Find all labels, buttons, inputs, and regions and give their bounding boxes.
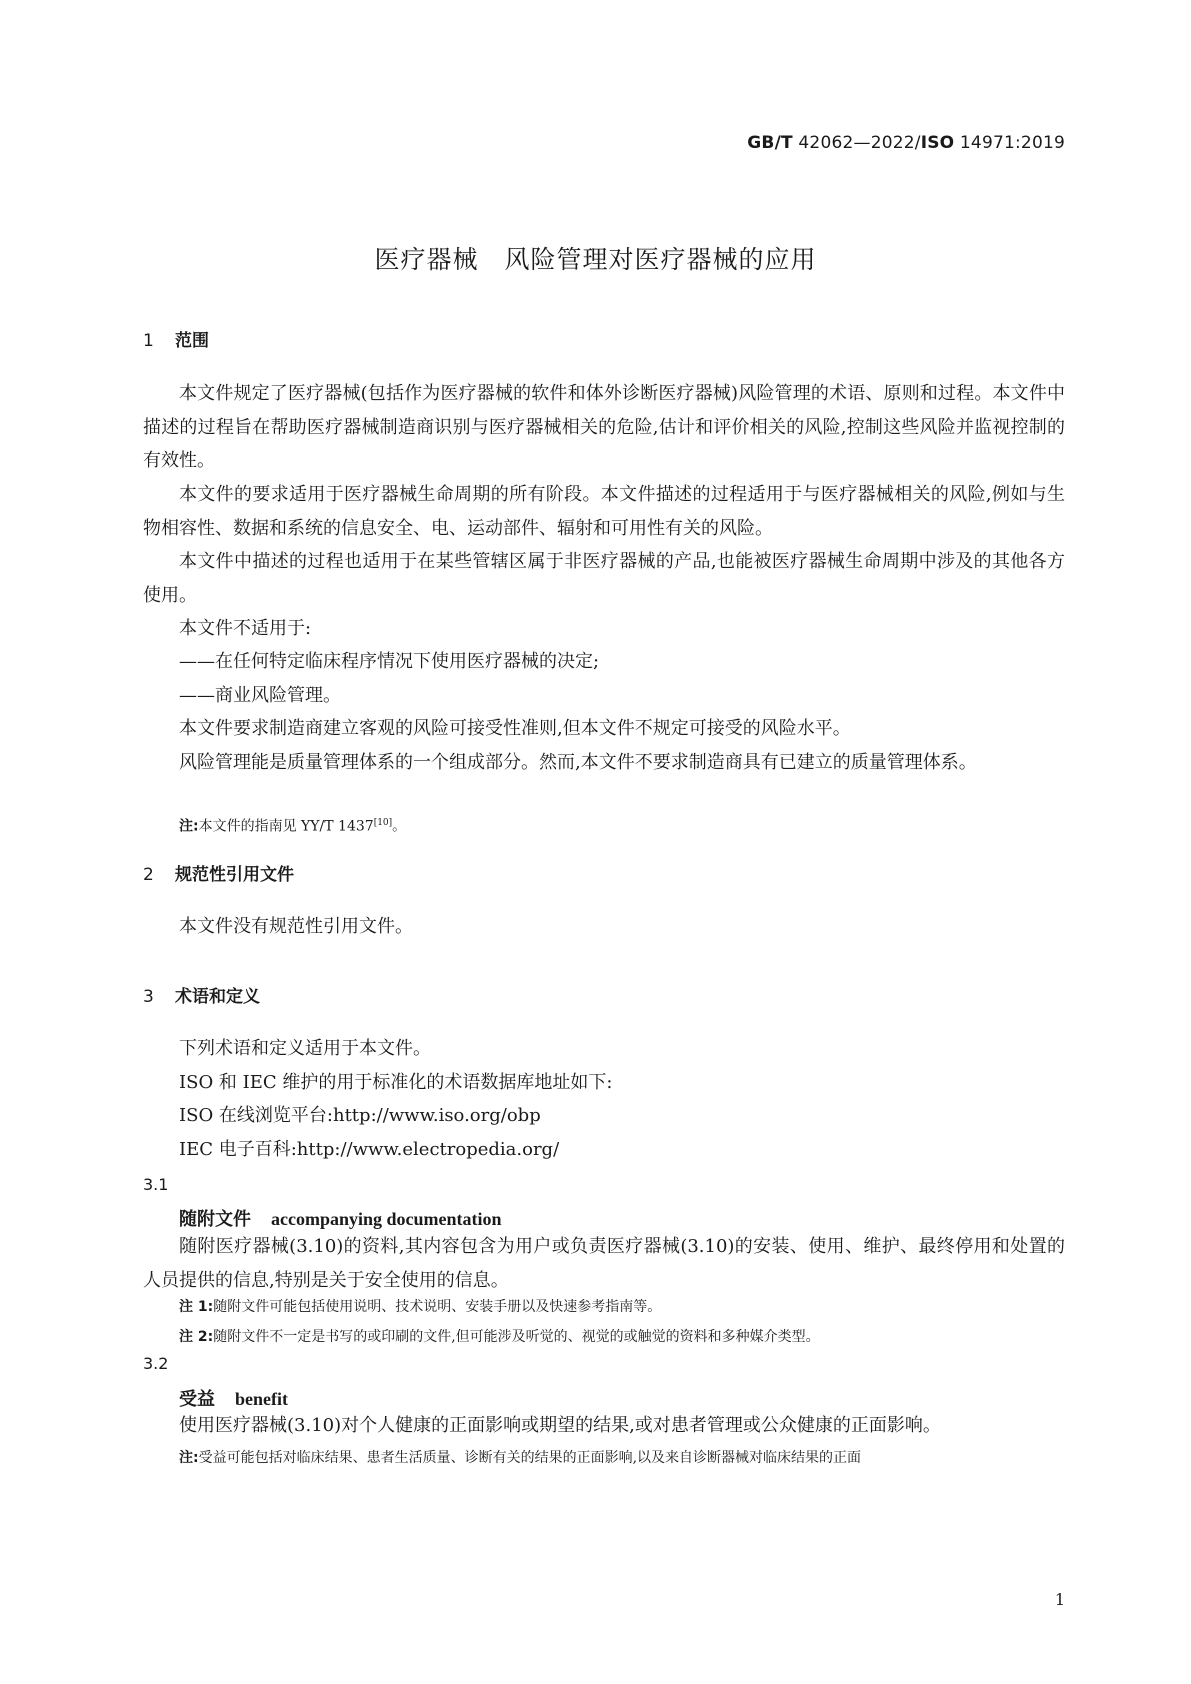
list-item: ——在任何特定临床程序情况下使用医疗器械的决定; [179,651,600,672]
standard-number: GB/T 42062—2022/ISO 14971:2019 [747,133,1065,153]
term-definition: 随附医疗器械(3.10)的资料,其内容包含为用户或负责医疗器械(3.10)的安装、使用、维护、最终停用和处置的人员提供的信息,特别是关于安全使用的信息。 [143,1236,1065,1291]
scope-note: 注:本文件的指南见 YY/T 1437[10]。 [179,818,407,835]
terms-intro-3: ISO 在线浏览平台:http://www.iso.org/obp [179,1105,541,1126]
terms-intro-1: 下列术语和定义适用于本文件。 [179,1038,431,1059]
clause-number: 3.2 [143,1354,169,1373]
section-heading-terms: 3 术语和定义 [143,987,260,1007]
scope-paragraph-3: 本文件中描述的过程也适用于在某些管辖区属于非医疗器械的产品,也能被医疗器械生命周期中涉及的其他各方使用。 [143,551,1065,606]
term-note: 注:受益可能包括对临床结果、患者生活质量、诊断有关的结果的正面影响,以及来自诊断器械对临床结果的正面 [179,1450,862,1466]
section-heading-normative-references: 2 规范性引用文件 [143,865,294,885]
scope-paragraph-5: 本文件要求制造商建立客观的风险可接受性准则,但本文件不规定可接受的风险水平。 [179,718,851,739]
clause-number: 3.1 [143,1175,169,1194]
term-heading: 受益 benefit [179,1389,288,1410]
scope-paragraph-2: 本文件的要求适用于医疗器械生命周期的所有阶段。本文件描述的过程适用于与医疗器械相关的风险,例如与生物相容性、数据和系统的信息安全、电、运动部件、辐射和可用性有关的风险。 [143,484,1065,539]
scope-paragraph-1: 本文件规定了医疗器械(包括作为医疗器械的软件和体外诊断医疗器械)风险管理的术语、原则和过程。本文件中描述的过程旨在帮助医疗器械制造商识别与医疗器械相关的危险,估计和评价相关的风险,控制这些风险并监视控制的有效性。 [143,383,1065,471]
scope-paragraph-6: 风险管理能是质量管理体系的一个组成部分。然而,本文件不要求制造商具有已建立的质量管理体系。 [179,752,977,773]
term-note: 注 1:随附文件可能包括使用说明、技术说明、安装手册以及快速参考指南等。 [179,1299,662,1315]
list-item: ——商业风险管理。 [179,685,341,706]
normref-paragraph: 本文件没有规范性引用文件。 [179,916,413,937]
document-title: 医疗器械 风险管理对医疗器械的应用 [374,245,817,274]
term-note: 注 2:随附文件不一定是书写的或印刷的文件,但可能涉及听觉的、视觉的或触觉的资料和多种媒介类型。 [179,1329,820,1345]
terms-intro-4: IEC 电子百科:http://www.electropedia.org/ [179,1139,560,1160]
section-heading-scope: 1 范围 [143,331,209,351]
terms-intro-2: ISO 和 IEC 维护的用于标准化的术语数据库地址如下: [179,1072,613,1093]
page-number: 1 [1054,1590,1065,1609]
term-heading: 随附文件 accompanying documentation [179,1209,502,1230]
scope-paragraph-4: 本文件不适用于: [179,618,312,639]
term-definition: 使用医疗器械(3.10)对个人健康的正面影响或期望的结果,或对患者管理或公众健康的正面影响。 [179,1415,941,1436]
